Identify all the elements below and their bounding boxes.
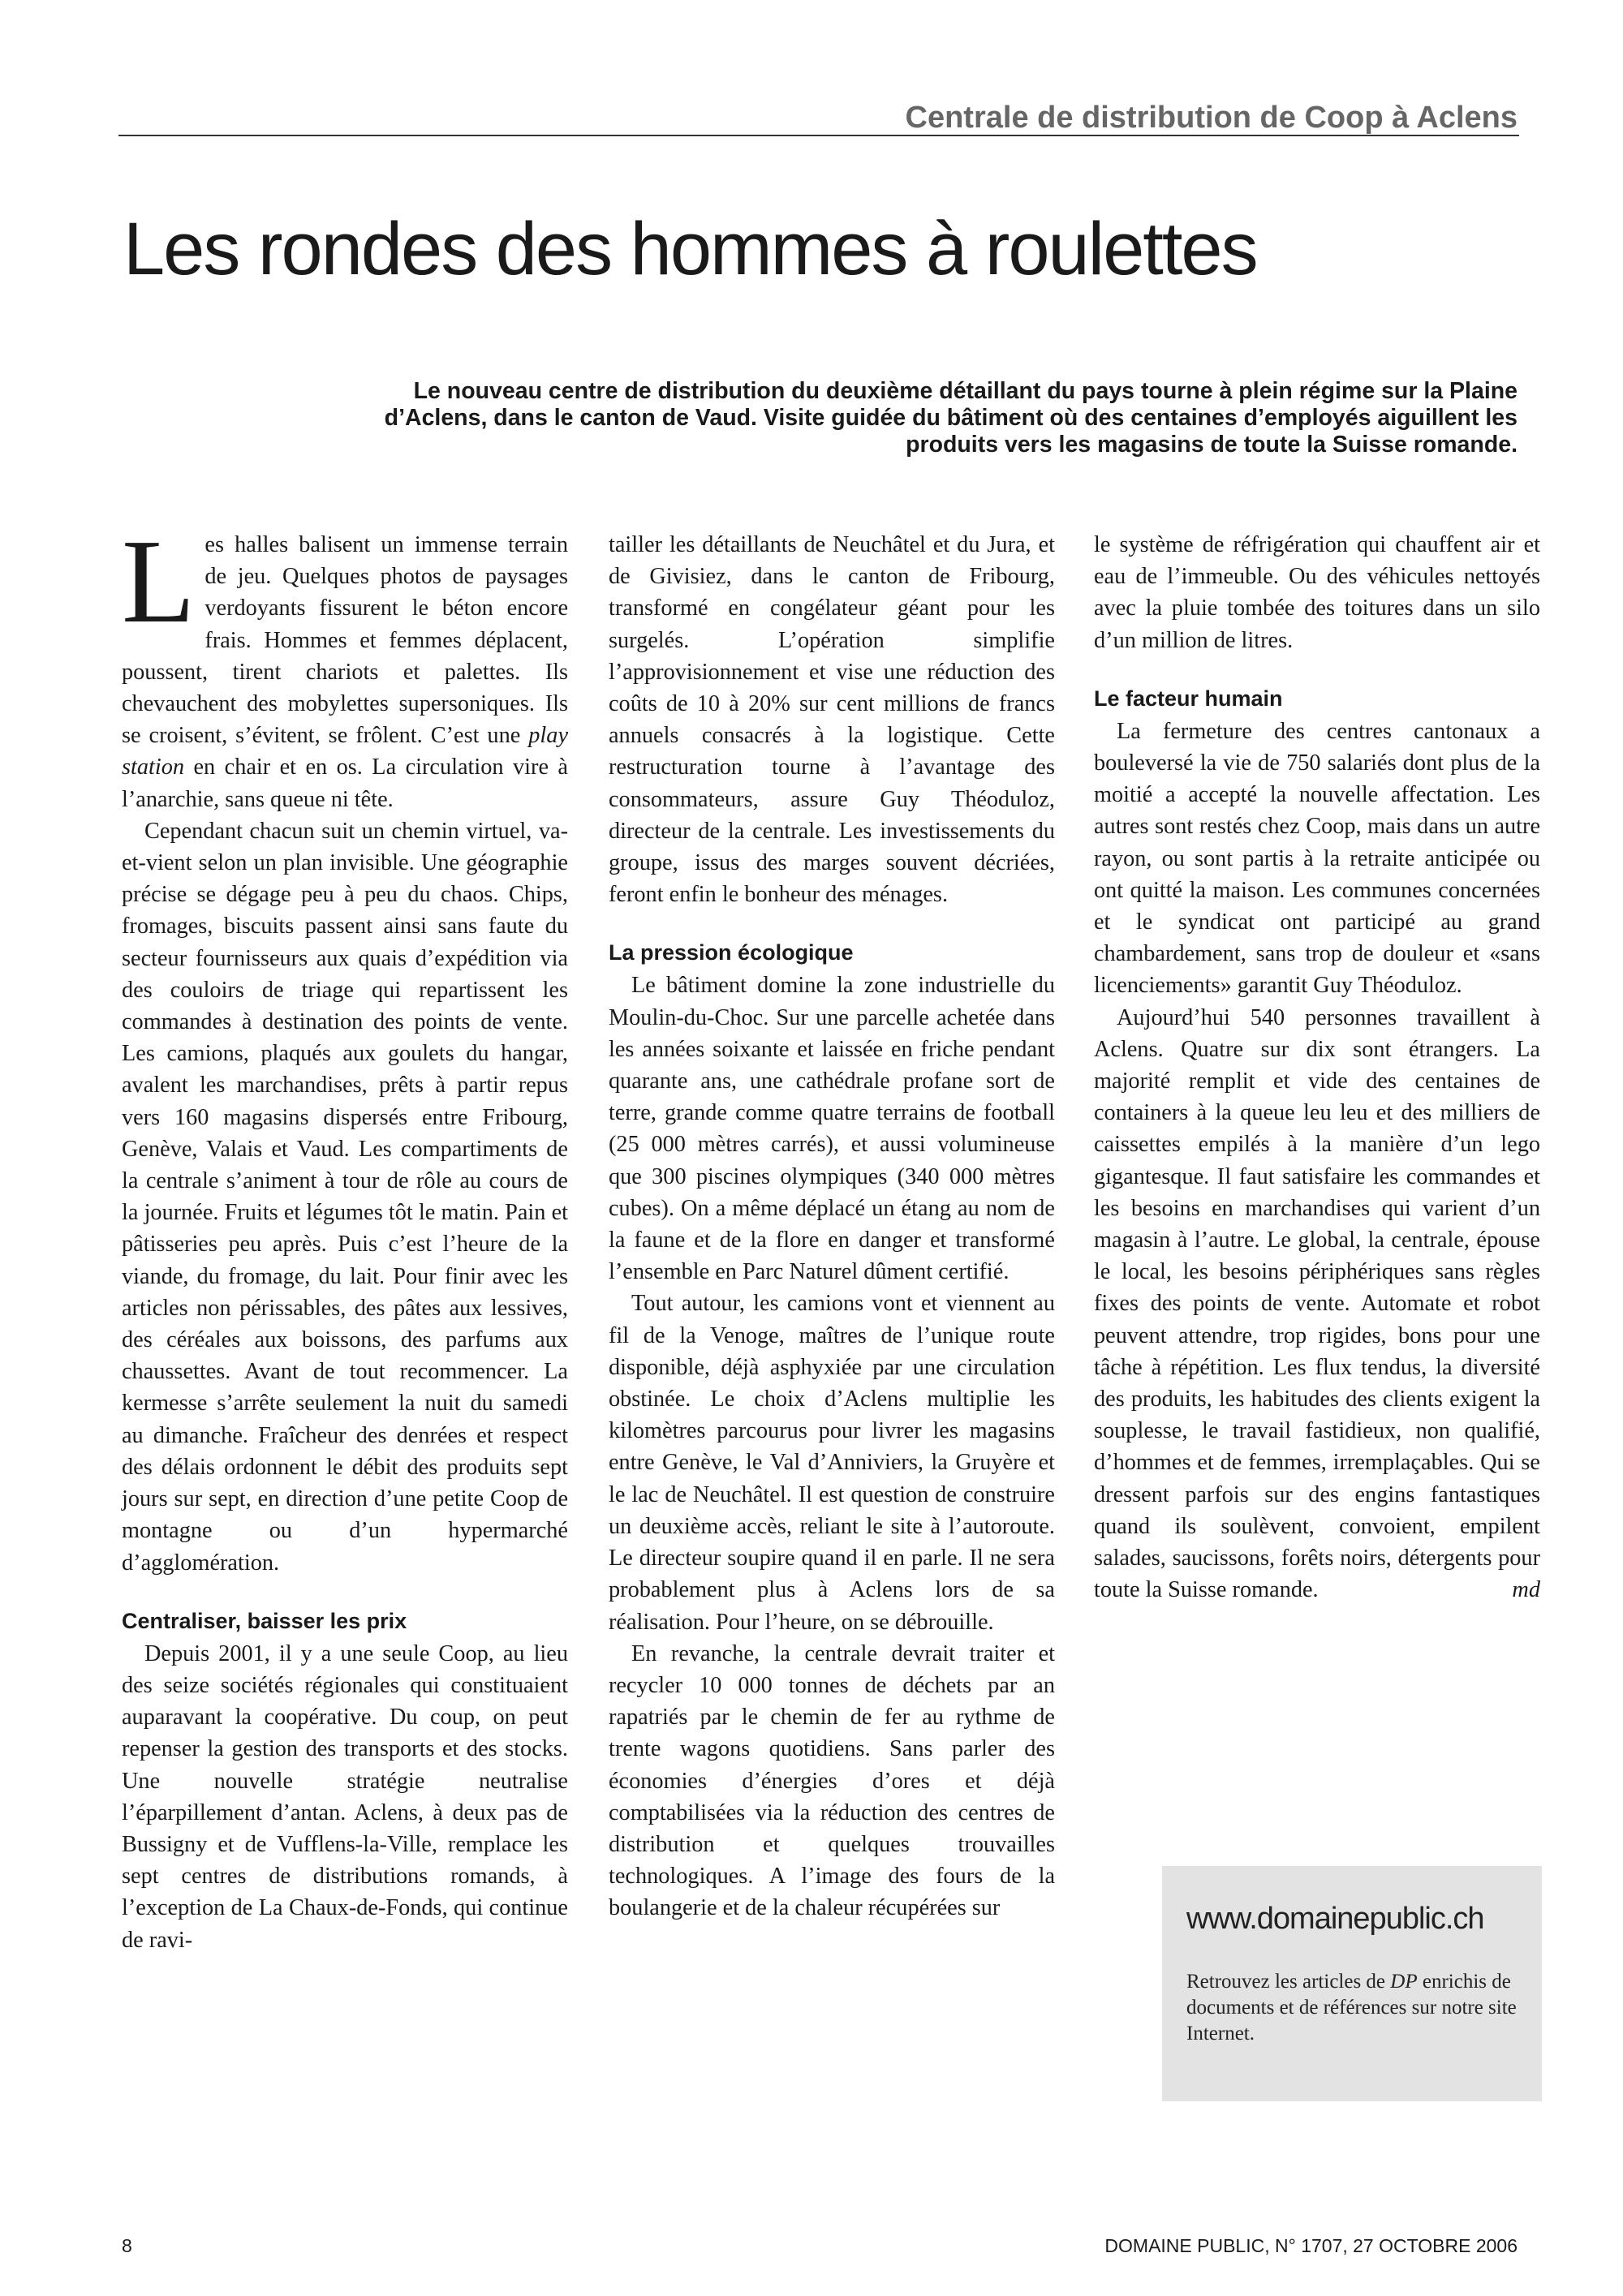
drop-cap: L xyxy=(122,515,196,648)
paragraph-1: Les halles balisent un immense terrain de jeu. Quelques photos de paysages verdoyants fissurent le béton encore frais. Hommes et femmes déplacent, poussent, tirent chariots et palettes. Ils chevauchent des mobylettes supersoniques. Ils se croisent, s’évitent, se frôlent. C’est une play station en chair et en os. La circulation vire à l’anarchie, sans queue ni tête. xyxy=(122,515,568,812)
publication-footer: DOMAINE PUBLIC, N° 1707, 27 OCTOBRE 2006 xyxy=(1104,2235,1518,2256)
article-title: Les rondes des hommes à roulettes xyxy=(123,208,1257,290)
website-link[interactable]: www.domainepublic.ch xyxy=(1186,1902,1484,1936)
paragraph-9: La fermeture des centres cantonaux a bouleversé la vie de 750 salariés dont plus de la moitié a accepté la nouvelle affectation. Les autres sont restés chez Coop, mais dans un autre rayon, ou sont partis à la retraite anticipée ou ont quitté la maison. Les communes concernées et le syndicat ont participé au grand chambardement, sans trop de douleur et «sans licenciements» garantit Guy Théoduloz. xyxy=(1094,718,1540,999)
section-rubric: Centrale de distribution de Coop à Aclens xyxy=(905,101,1518,135)
subheading-pression-ecologique: La pression écologique xyxy=(609,940,854,965)
paragraph-3: Depuis 2001, il y a une seule Coop, au lieu des seize sociétés régionales qui constituaient auparavant la coopérative. Du coup, on peut repenser la gestion des transports et des stocks. Une nouvelle stratégie neutralise l’éparpillement d’antan. Aclens, à deux pas de Bussigny et de Vufflens-la-Ville, remplace les sept centres de distributions romands, à l’exception de La Chaux-de-Fonds, qui continue de ravi- xyxy=(122,1640,568,1953)
paragraph-6: Tout autour, les camions vont et viennent au fil de la Venoge, maîtres de l’unique route disponible, déjà asphyxiée par une circulation obstinée. Le choix d’Aclens multiplie les kilomètres parcourus pour livrer les magasins entre Genève, le Val d’Anniviers, la Gruyère et le lac de Neuchâtel. Il est question de construire un deuxième accès, reliant le site à l’autoroute. Le directeur soupire quand il en parle. Il ne sera probablement plus à Aclens lors de sa réalisation. Pour l’heure, on se débrouille. xyxy=(609,1291,1055,1635)
paragraph-8: le système de réfrigération qui chauffent air et eau de l’immeuble. Ou des véhicules nettoyés avec la pluie tombée des toitures dans un silo d’un million de litres. xyxy=(1094,532,1540,653)
paragraph-10: Aujourd’hui 540 personnes travaillent à Aclens. Quatre sur dix sont étrangers. La majorité remplit et vide des centaines de containers à la queue leu leu et des milliers de caissettes empilés à la manière d’un lego gigantesque. Il faut satisfaire les commandes et les besoins en marchandises qui varient d’un magasin à l’autre. Le global, la centrale, épouse le local, les besoins périphériques sans règles fixes des points de vente. Automate et robot peuvent attendre, trop rigides, bons pour une tâche à répétition. Les flux tendus, la diversité des produits, les habitudes des clients exigent la souplesse, le travail fastidieux, non qualifié, d’hommes et de femmes, irremplaçables. Qui se dressent parfois sur des engins fantastiques quand ils soulèvent, convoient, empilent salades, saucissons, forêts noirs, détergents pour toute la Suisse romande. md xyxy=(1094,1002,1540,1606)
article-lede: Le nouveau centre de distribution du deuxième détaillant du pays tourne à plein régime sur la Plaine d’Aclens, dans le canton de Vaud. Visite guidée du bâtiment où des centaines d’employés aiguillent les produits vers les magasins de toute la Suisse romande. xyxy=(384,378,1518,458)
subheading-facteur-humain: Le facteur humain xyxy=(1094,686,1283,711)
article-column-2 xyxy=(609,529,1055,1924)
article-column-1 xyxy=(122,515,568,1956)
author-signature: md xyxy=(1512,1577,1540,1603)
subheading-centraliser: Centraliser, baisser les prix xyxy=(122,1608,407,1633)
paragraph-7: En revanche, la centrale devrait traiter et recycler 10 000 tonnes de déchets par an rapatriés par le chemin de fer au rythme de trente wagons quotidiens. Sans parler des économies d’énergies d’ores et déjà comptabilisées via la réduction des centres de distribution et quelques trouvailles technologiques. A l’image des fours de la boulangerie et de la chaleur récupérées sur xyxy=(609,1640,1055,1921)
page-number: 8 xyxy=(122,2235,132,2256)
paragraph-2: Cependant chacun suit un chemin virtuel, va-et-vient selon un plan invisible. Une géographie précise se dégage peu à peu du chaos. Chips, fromages, biscuits passent ainsi sans faute du secteur fournisseurs aux quais d’expédition via des couloirs de triage qui repartissent les commandes à destination des points de vente. Les camions, plaqués aux goulets du hangar, avalent les marchandises, prêts à partir repus vers 160 magasins dispersés entre Fribourg, Genève, Valais et Vaud. Les compartiments de la centrale s’animent à tour de rôle au cours de la journée. Fruits et légumes tôt le matin. Pain et pâtisseries peu après. Puis c’est l’heure de la viande, du fromage, du lait. Pour finir avec les articles non périssables, des pâtes aux lessives, des céréales aux boissons, des parfums aux chaussettes. Avant de tout recommencer. La kermesse s’arrête seulement la nuit du samedi au dimanche. Fraîcheur des denrées et respect des délais ordonnent le débit des produits sept jours sur sept, en direction d’une petite Coop de montagne ou d’un hypermarché d’agglomération. xyxy=(122,818,568,1576)
promo-text: Retrouvez les articles de DP enrichis de documents et de références sur notre site Internet. xyxy=(1186,1971,1517,2044)
header-rule xyxy=(118,135,1519,136)
paragraph-5: Le bâtiment domine la zone industrielle du Moulin-du-Choc. Sur une parcelle achetée dans les années soixante et laissée en friche pendant quarante ans, une cathédrale profane sort de terre, grande comme quatre terrains de football (25 000 mètres carrés), et aussi volumineuse que 300 piscines olympiques (340 000 mètres cubes). On a même déplacé un étang au nom de la faune et de la flore en danger et transformé l’ensemble en Parc Naturel dûment certifié. xyxy=(609,973,1055,1285)
website-promo-box xyxy=(1162,1866,1542,2101)
paragraph-4: tailler les détaillants de Neuchâtel et du Jura, et de Givisiez, dans le canton de Fribourg, transformé en congélateur géant pour les surgelés. L’opération simplifie l’approvisionnement et vise une réduction des coûts de 10 à 20% sur cent millions de francs annuels consacrés à la logistique. Cette restructuration tourne à l’avantage des consommateurs, assure Guy Théoduloz, directeur de la centrale. Les investissements du groupe, issus des marges souvent décriées, feront enfin le bonheur des ménages. xyxy=(609,532,1055,908)
article-column-3 xyxy=(1094,529,1540,1606)
